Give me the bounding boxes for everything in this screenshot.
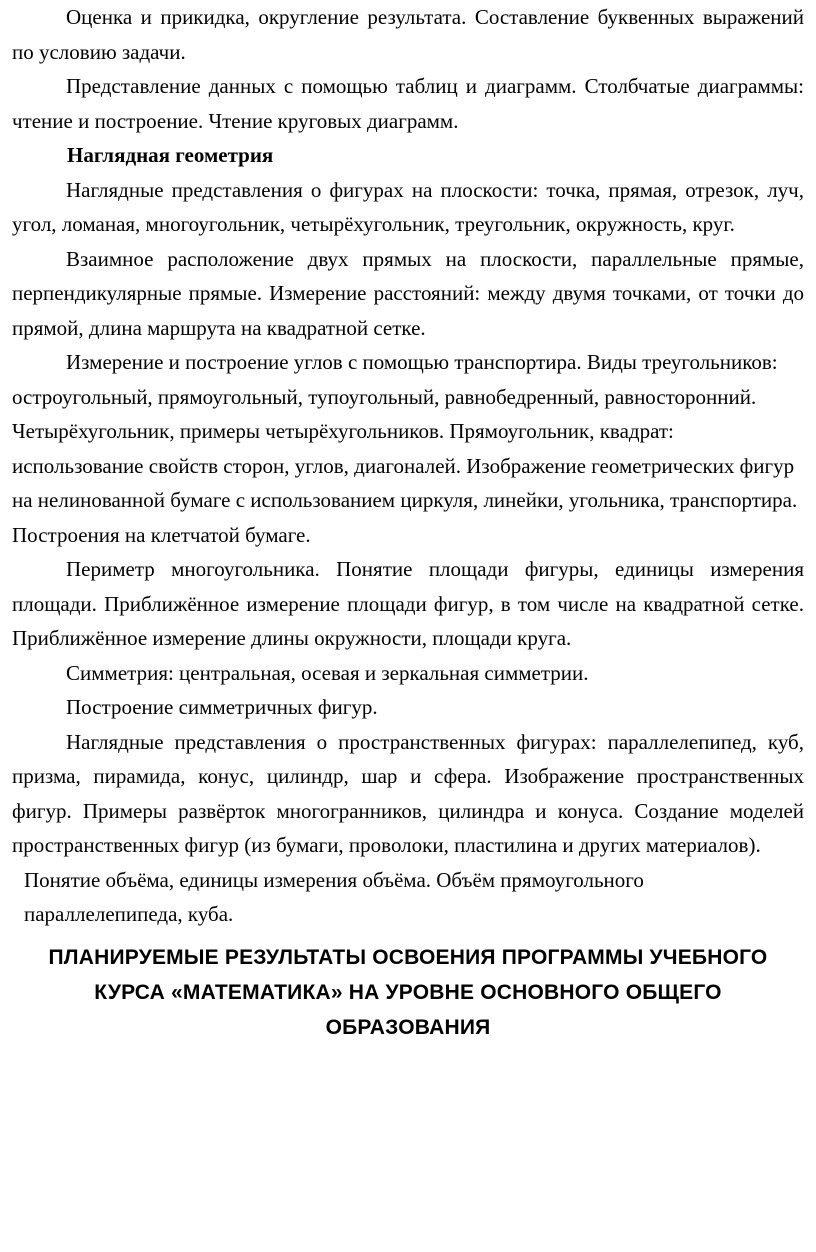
paragraph-angles-construction: Измерение и построение углов с помощью транспортира. Виды треугольников: остроугольный, прямоугольный, тупоугольный, равнобедренный, равносторонний. Четырёхугольник, примеры четырёхугольников. Прямоугольник, квадрат: использование свойств сторон, углов, диагоналей. Изображение геометрических фигур на нелинованной бумаге с использованием циркуля, линейки, угольника, транспортира. Построения на клетчатой бумаге. <box>12 350 798 547</box>
paragraph-symmetric-figures: Построение симметричных фигур. <box>66 695 378 719</box>
paragraph-lines-distances: Взаимное расположение двух прямых на плоскости, параллельные прямые, перпендикулярные прямые. Измерение расстояний: между двумя точками, от точки до прямой, длина маршрута на квадратной сетке. <box>12 246 804 340</box>
paragraph-symmetry: Симметрия: центральная, осевая и зеркальная симметрии. <box>66 660 589 685</box>
paragraph-volume: Понятие объёма, единицы измерения объёма. Объём прямоугольного параллелепипеда, куба. <box>24 867 644 926</box>
heading-visual-geometry: Наглядная геометрия <box>67 143 274 167</box>
document-page <box>12 0 804 1045</box>
paragraph-plane-figures: Наглядные представления о фигурах на плоскости: точка, прямая, отрезок, луч, угол, ломаная, многоугольник, четырёхугольник, треугольник, окружность, круг. <box>12 177 804 236</box>
paragraph-data-representation: Представление данных с помощью таблиц и диаграмм. Столбчатые диаграммы: чтение и построение. Чтение круговых диаграмм. <box>12 74 804 133</box>
paragraph-estimation: Оценка и прикидка, округление результата. Составление буквенных выражений по условию задачи. <box>12 5 804 64</box>
paragraph-spatial-figures: Наглядные представления о пространственных фигурах: параллелепипед, куб, призма, пирамида, конус, цилиндр, шар и сфера. Изображение пространственных фигур. Примеры развёрток многогранников, цилиндра и конуса. Создание моделей пространственных фигур (из бумаги, проволоки, пластилина и других материалов). <box>12 729 804 857</box>
paragraph-perimeter-area: Периметр многоугольника. Понятие площади фигуры, единицы измерения площади. Приближённое измерение площади фигур, в том числе на квадратной сетке. Приближённое измерение длины окружности, площади круга. <box>12 557 804 650</box>
section-title: ПЛАНИРУЕМЫЕ РЕЗУЛЬТАТЫ ОСВОЕНИЯ ПРОГРАММЫ УЧЕБНОГО КУРСА «МАТЕМАТИКА» НА УРОВНЕ ОСНОВНОГО ОБЩЕГО ОБРАЗОВАНИЯ <box>48 945 768 1039</box>
